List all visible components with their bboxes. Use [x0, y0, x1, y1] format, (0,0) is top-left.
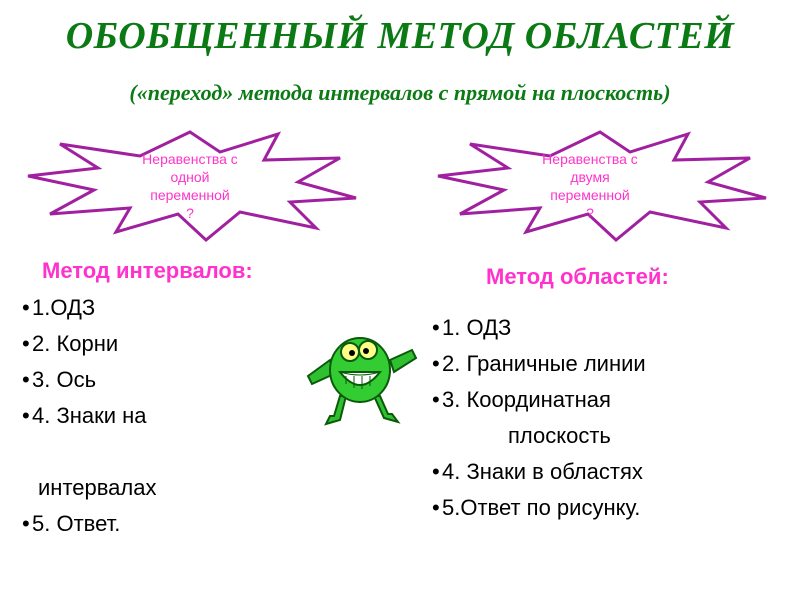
right-burst-line-2: двумя: [570, 169, 610, 185]
right-burst-line-4: ?: [586, 205, 594, 221]
green-creature-icon: [300, 320, 420, 430]
left-burst-line-2: одной: [170, 169, 210, 185]
left-heading: Метод интервалов:: [42, 258, 253, 283]
list-item: • 5. Ответ.: [22, 511, 121, 536]
left-burst-text: [100, 150, 280, 222]
list-item: • 5.Ответ по рисунку.: [432, 495, 641, 520]
list-item: • 2. Корни: [22, 331, 119, 356]
right-list: [432, 310, 646, 526]
left-burst-line-4: ?: [186, 205, 194, 221]
right-heading: Метод областей:: [486, 264, 669, 289]
left-burst-line-1: Неравенства с: [142, 151, 238, 167]
list-item: • 4. Знаки на: [22, 403, 147, 428]
list-item: • 2. Граничные линии: [432, 351, 646, 376]
list-item: • 1. ОДЗ: [432, 315, 512, 340]
list-item: плоскость: [508, 423, 611, 448]
left-list: [22, 290, 157, 542]
list-item: интервалах: [38, 475, 157, 500]
right-burst-line-1: Неравенства с: [542, 151, 638, 167]
right-burst-text: [500, 150, 680, 222]
page-title: ОБОБЩЕННЫЙ МЕТОД ОБЛАСТЕЙ: [65, 15, 735, 57]
left-burst-line-3: переменной: [150, 187, 230, 203]
list-item: [22, 434, 157, 470]
page-subtitle: («переход» метода интервалов с прямой на плоскость): [129, 80, 671, 105]
list-item: • 1.ОДЗ: [22, 295, 96, 320]
list-item: • 3. Координатная: [432, 387, 611, 412]
list-item: • 3. Ось: [22, 367, 97, 392]
list-item: • 4. Знаки в областях: [432, 459, 643, 484]
right-burst-line-3: переменной: [550, 187, 630, 203]
